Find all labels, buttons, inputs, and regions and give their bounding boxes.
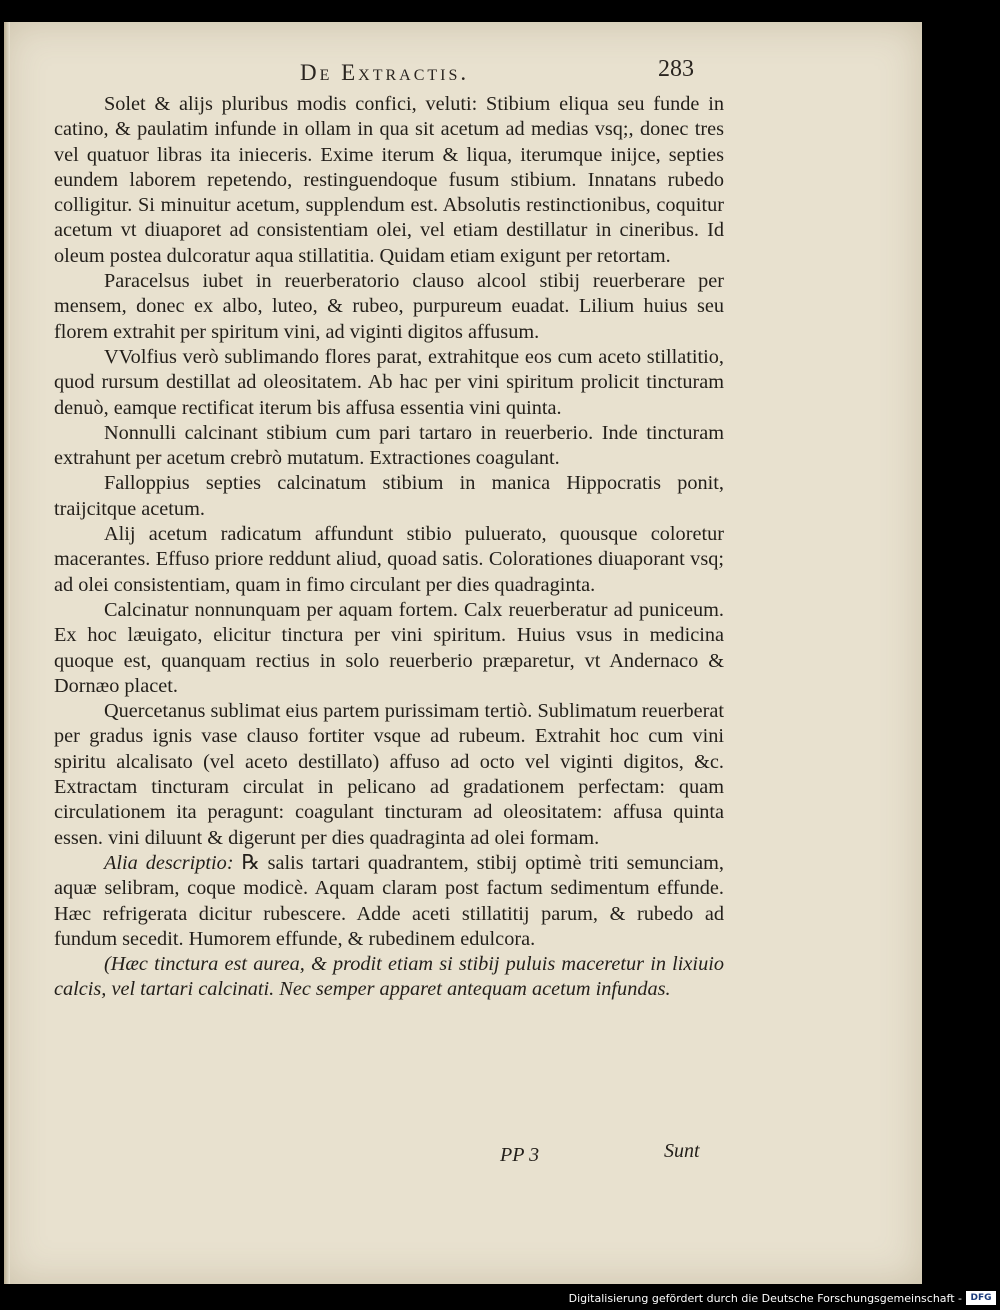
alia-descriptio-text: ℞ salis tartari quadrantem, stibij optimè triti semunciam, aquæ selibram, coque modicè. Aquam claram post factum sedimentum effunde. Hæc refrigerata dicitur rubescere. Adde aceti stillatitij parum, & rubedo ad fundum secedit. Humorem effunde, & rubedinem edulcora.	[54, 851, 724, 950]
paragraph: Nonnulli calcinant stibium cum pari tartaro in reuerberio. Inde tincturam extrahunt per acetum crebrò mutatum. Extractiones coagulant.	[54, 421, 724, 470]
paragraph: VVolfius verò sublimando flores parat, extrahitque eos cum aceto stillatitio, quod rursum destillat ad oleositatem. Ab hac per vini spiritum prolicit tincturam denuò, eamque rectificat iterum bis affusa essentia vini quinta.	[54, 345, 724, 419]
signature-mark: PP 3	[500, 1144, 540, 1166]
body-text	[54, 92, 724, 1003]
alia-descriptio-label: Alia descriptio:	[104, 851, 234, 874]
running-title: De Extractis.	[300, 60, 470, 85]
paragraph: Alij acetum radicatum affundunt stibio puluerato, quousque coloretur macerantes. Effuso priore reddunt aliud, quoad satis. Colorationes diuaporant vsq; ad olei consistentiam, quam in fimo circulant per dies quadraginta.	[54, 523, 724, 596]
digitization-credit-bar	[0, 1288, 1000, 1310]
catchword: Sunt	[664, 1140, 700, 1162]
page-footer	[4, 1140, 922, 1170]
italic-note: (Hæc tinctura est aurea, & prodit etiam si stibij puluis maceretur in lixiuio calcis, vel tartari calcinati. Nec semper apparet antequam acetum infundas.	[54, 953, 724, 1001]
credit-text: Digitalisierung gefördert durch die Deutsche Forschungsgemeinschaft -	[568, 1292, 962, 1305]
page-number: 283	[658, 56, 694, 82]
page-gutter-shadow	[4, 22, 10, 1284]
dfg-logo-icon: DFG	[966, 1291, 996, 1305]
paragraph: Paracelsus iubet in reuerberatorio clauso alcool stibij reuerberare per mensem, donec ex albo, luteo, & rubeo, purpureum euadat. Lilium huius seu florem extrahit per spiritum vini, ad viginti digitos affusum.	[54, 270, 724, 343]
page-header	[4, 56, 922, 90]
book-page	[4, 22, 922, 1284]
paragraph: Quercetanus sublimat eius partem purissimam tertiò. Sublimatum reuerberat per gradus ignis vase clauso fortiter vsque ad rubeum. Extrahit hoc cum vini spiritu alcalisato (vel aceto destillato) affuso ad octo vel viginti digitos, &c. Extractam tincturam circulat in pelicano ad gradationem perfectam: quam circulationem ita peragunt: coagulant tincturam ad oleositatem: affusa quinta essen. vini diluunt & digerunt per dies quadraginta ad olei formam.	[54, 700, 724, 849]
paragraph: Solet & alijs pluribus modis confici, veluti: Stibium eliqua seu funde in catino, & paulatim infunde in ollam in qua sit acetum ad medias vsq;, donec tres vel quatuor libras ita inieceris. Exime iterum & liqua, iterumque inijce, septies eundem laborem repetendo, restinguendoque fusum stibium. Innatans rubedo colligitur. Si minuitur acetum, supplendum est. Absolutis restinctionibus, coquitur acetum vt diuaporet ad consistentiam olei, vel etiam destillatur in cineribus. Id oleum postea dulcoratur aqua stillatitia. Quidam etiam exigunt per retortam.	[54, 93, 724, 267]
paragraph: Falloppius septies calcinatum stibium in manica Hippocratis ponit, traijcitque acetum.	[54, 472, 724, 520]
paragraph: Calcinatur nonnunquam per aquam fortem. Calx reuerberatur ad puniceum. Ex hoc læuigato, elicitur tinctura per vini spiritum. Huius vsus in medicina quoque est, quanquam rectius in solo reuerberio præparetur, vt Andernaco & Dornæo placet.	[54, 598, 724, 697]
alia-descriptio-paragraph	[54, 851, 724, 952]
